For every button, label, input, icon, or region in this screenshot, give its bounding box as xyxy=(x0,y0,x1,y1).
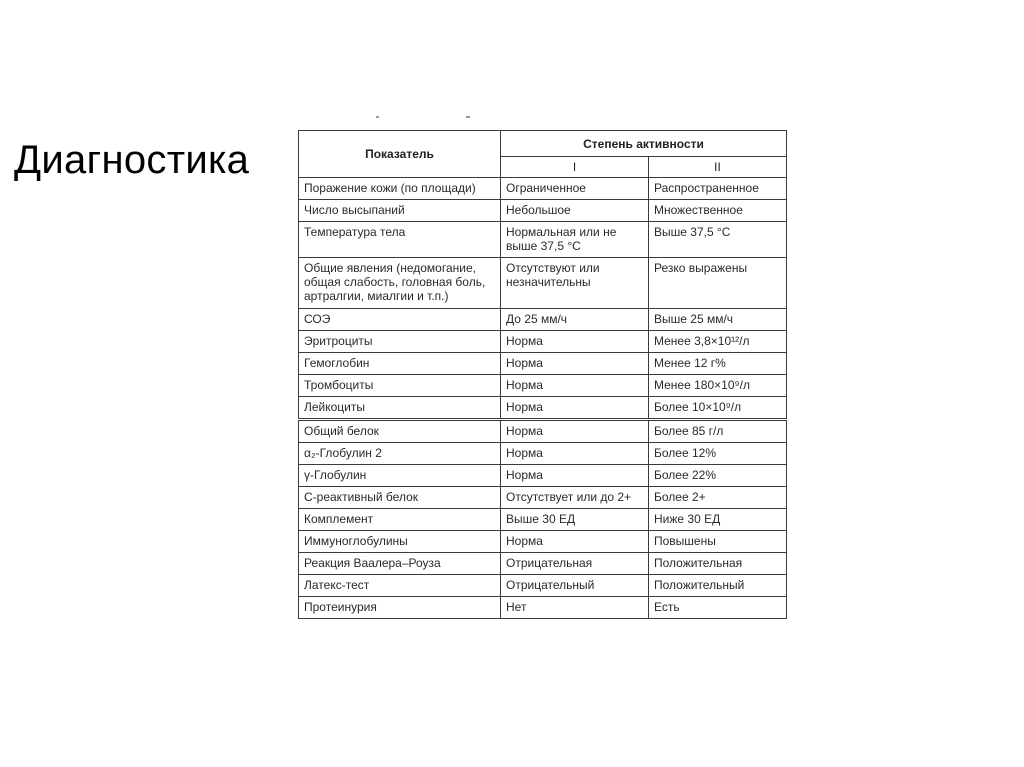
table-row xyxy=(299,178,787,200)
indicator-cell: Лейкоциты xyxy=(299,397,501,420)
indicator-cell: С-реактивный белок xyxy=(299,487,501,509)
degree-1-cell: Норма xyxy=(501,353,649,375)
degree-1-cell: Ограниченное xyxy=(501,178,649,200)
indicator-cell: Тромбоциты xyxy=(299,375,501,397)
degree-2-cell: Более 12% xyxy=(649,443,787,465)
indicator-cell: Эритроциты xyxy=(299,331,501,353)
table-row xyxy=(299,575,787,597)
indicator-cell: Комплемент xyxy=(299,509,501,531)
header-activity-group: Степень активности xyxy=(501,131,787,157)
degree-1-cell: Отсутствует или до 2+ xyxy=(501,487,649,509)
scan-artifact xyxy=(370,114,480,122)
indicator-cell: Гемоглобин xyxy=(299,353,501,375)
indicator-cell: Поражение кожи (по площади) xyxy=(299,178,501,200)
degree-1-cell: Норма xyxy=(501,331,649,353)
table-row xyxy=(299,509,787,531)
table-row xyxy=(299,309,787,331)
degree-2-cell: Положительная xyxy=(649,553,787,575)
indicator-cell: Протеинурия xyxy=(299,597,501,619)
activity-degree-table xyxy=(298,130,787,619)
degree-1-cell: Отрицательная xyxy=(501,553,649,575)
table-row xyxy=(299,531,787,553)
degree-2-cell: Резко выражены xyxy=(649,258,787,309)
degree-1-cell: До 25 мм/ч xyxy=(501,309,649,331)
activity-table-container xyxy=(298,130,786,619)
degree-1-cell: Отрицательный xyxy=(501,575,649,597)
degree-2-cell: Ниже 30 ЕД xyxy=(649,509,787,531)
degree-2-cell: Менее 180×10⁹/л xyxy=(649,375,787,397)
header-degree-1: I xyxy=(501,156,649,177)
table-row xyxy=(299,258,787,309)
table-row xyxy=(299,465,787,487)
table-row xyxy=(299,200,787,222)
degree-1-cell: Отсутствуют или незначительны xyxy=(501,258,649,309)
indicator-cell: Общий белок xyxy=(299,420,501,443)
indicator-cell: Общие явления (недомогание, общая слабость, головная боль, артралгии, миалгии и т.п.) xyxy=(299,258,501,309)
degree-2-cell: Повышены xyxy=(649,531,787,553)
degree-2-cell: Распространенное xyxy=(649,178,787,200)
header-indicator: Показатель xyxy=(299,131,501,178)
indicator-cell: Латекс-тест xyxy=(299,575,501,597)
table-row xyxy=(299,222,787,258)
degree-1-cell: Норма xyxy=(501,397,649,420)
table-row xyxy=(299,487,787,509)
table-row xyxy=(299,331,787,353)
indicator-cell: СОЭ xyxy=(299,309,501,331)
degree-2-cell: Положительный xyxy=(649,575,787,597)
degree-2-cell: Менее 3,8×10¹²/л xyxy=(649,331,787,353)
indicator-cell: Температура тела xyxy=(299,222,501,258)
degree-2-cell: Более 22% xyxy=(649,465,787,487)
header-degree-2: II xyxy=(649,156,787,177)
degree-2-cell: Есть xyxy=(649,597,787,619)
table-row xyxy=(299,420,787,443)
degree-1-cell: Выше 30 ЕД xyxy=(501,509,649,531)
indicator-cell: γ-Глобулин xyxy=(299,465,501,487)
degree-1-cell: Нормальная или не выше 37,5 °С xyxy=(501,222,649,258)
degree-1-cell: Норма xyxy=(501,465,649,487)
degree-2-cell: Выше 37,5 °С xyxy=(649,222,787,258)
degree-1-cell: Норма xyxy=(501,375,649,397)
table-row xyxy=(299,353,787,375)
table-body xyxy=(299,178,787,619)
degree-2-cell: Менее 12 г% xyxy=(649,353,787,375)
indicator-cell: α₂-Глобулин 2 xyxy=(299,443,501,465)
degree-2-cell: Более 2+ xyxy=(649,487,787,509)
degree-2-cell: Множественное xyxy=(649,200,787,222)
degree-1-cell: Небольшое xyxy=(501,200,649,222)
table-row xyxy=(299,443,787,465)
indicator-cell: Иммуноглобулины xyxy=(299,531,501,553)
degree-1-cell: Норма xyxy=(501,531,649,553)
degree-1-cell: Норма xyxy=(501,420,649,443)
degree-2-cell: Более 10×10⁹/л xyxy=(649,397,787,420)
table-row xyxy=(299,553,787,575)
degree-2-cell: Выше 25 мм/ч xyxy=(649,309,787,331)
indicator-cell: Реакция Ваалера–Роуза xyxy=(299,553,501,575)
table-row xyxy=(299,375,787,397)
indicator-cell: Число высыпаний xyxy=(299,200,501,222)
table-row xyxy=(299,597,787,619)
table-row xyxy=(299,397,787,420)
degree-1-cell: Норма xyxy=(501,443,649,465)
degree-2-cell: Более 85 г/л xyxy=(649,420,787,443)
slide-title: Диагностика xyxy=(14,138,250,182)
degree-1-cell: Нет xyxy=(501,597,649,619)
